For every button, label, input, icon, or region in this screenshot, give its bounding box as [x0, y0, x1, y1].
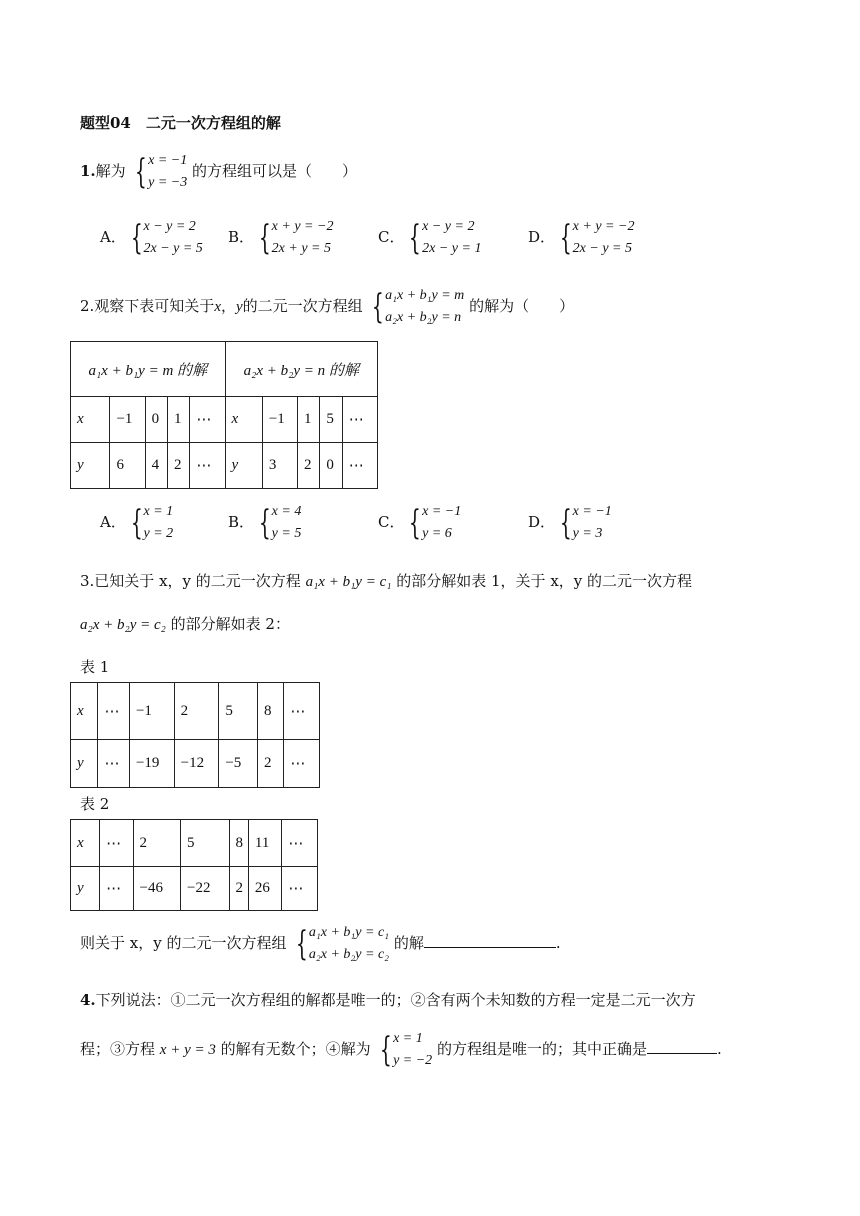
table-cell: 5: [320, 397, 342, 443]
table-cell: ⋯: [284, 683, 320, 740]
table-1: [70, 682, 320, 788]
equation-system: { x = −1 y = −3: [135, 152, 188, 192]
equation: x = 1: [393, 1031, 423, 1046]
question-2: [80, 285, 574, 329]
q2-option-c[interactable]: C． { x = −1 y = 6: [378, 503, 462, 543]
table-cell: x: [225, 397, 262, 443]
table-cell: 2: [174, 683, 219, 740]
question-text: 的方程组是唯一的；其中正确是: [436, 1040, 647, 1058]
table-cell: 8: [257, 683, 283, 740]
table-header: a₂x + b₂y = n 的解: [225, 342, 377, 397]
question-3-line-1: [80, 570, 692, 591]
table-cell: −19: [129, 740, 174, 788]
option-label: C．: [378, 228, 405, 246]
equation: x = −1: [148, 153, 188, 168]
q2-option-b[interactable]: B． { x = 4 y = 5: [228, 503, 302, 543]
table-cell: ⋯: [284, 740, 320, 788]
table-cell: ⋯: [100, 867, 133, 911]
question-number: 4.: [80, 991, 96, 1009]
table-cell: x: [71, 397, 110, 443]
table-cell: 2: [298, 443, 320, 489]
equation: 2x − y = 5: [143, 241, 203, 256]
equation: y = −3: [148, 175, 188, 190]
equation: y = 2: [143, 526, 174, 541]
equation: 2x − y = 1: [422, 241, 482, 256]
question-text: 的部分解如表 2：: [170, 615, 290, 633]
equation: y = 5: [271, 526, 302, 541]
table-cell: −5: [219, 740, 258, 788]
table-cell: 3: [262, 443, 297, 489]
table-cell: y: [225, 443, 262, 489]
equation: a₂x + b₂y = c₂: [308, 947, 390, 962]
equation: a₁x + b₁y = c₁: [308, 925, 390, 940]
equation: 2x − y = 5: [572, 241, 632, 256]
table-cell: 1: [298, 397, 320, 443]
question-text: 的解为（ ）: [469, 297, 575, 315]
table-cell: 2: [167, 443, 189, 489]
table-cell: 2: [133, 820, 180, 867]
table-cell: 26: [248, 867, 281, 911]
table-cell: −1: [262, 397, 297, 443]
equation: x − y = 2: [422, 219, 475, 234]
equation: x = 1: [143, 504, 174, 519]
section-title: 题型04 二元一次方程组的解: [80, 114, 281, 132]
table-cell: ⋯: [190, 443, 225, 489]
equation: x + y = 3: [159, 1042, 216, 1058]
question-text: 3.已知关于 x，y 的二元一次方程: [80, 572, 301, 590]
option-label: D．: [528, 513, 556, 531]
table-cell: −1: [110, 397, 145, 443]
q2-option-a[interactable]: A． { x = 1 y = 2: [100, 503, 174, 543]
table-1-label: 表 1: [80, 658, 110, 676]
answer-blank[interactable]: [424, 933, 556, 948]
option-label: A．: [100, 228, 126, 246]
question-text: 2.观察下表可知关于: [80, 297, 215, 315]
table-2-label: 表 2: [80, 795, 110, 813]
question-1: [80, 150, 357, 194]
q1-option-d[interactable]: D． { x + y = −2 2x − y = 5: [528, 218, 635, 258]
equation-system: { a₁x + b₁y = m a₂x + b₂y = n: [372, 287, 465, 327]
table-cell: −12: [174, 740, 219, 788]
option-label: D．: [528, 228, 556, 246]
option-label: B．: [228, 228, 255, 246]
punct: ，: [220, 297, 236, 315]
table-cell: 0: [145, 397, 167, 443]
table-cell: 1: [167, 397, 189, 443]
equation-system: { a₁x + b₁y = c₁ a₂x + b₂y = c₂: [296, 924, 390, 964]
question-text: 程；③方程: [80, 1040, 156, 1058]
option-label: A．: [100, 513, 126, 531]
question-text: 则关于 x，y 的二元一次方程组: [80, 934, 287, 952]
question-text: 解为: [95, 162, 126, 180]
answer-blank[interactable]: [647, 1039, 717, 1054]
equation: 2x + y = 5: [271, 241, 331, 256]
punct: .: [716, 1040, 722, 1058]
equation: a₁x + b₁y = m: [385, 288, 465, 303]
equation: a₁x + b₁y = c₁: [305, 574, 392, 590]
option-label: C．: [378, 513, 405, 531]
equation: x − y = 2: [143, 219, 196, 234]
equation: a₂x + b₂y = n: [385, 310, 462, 325]
table-cell: ⋯: [98, 683, 130, 740]
equation: x + y = −2: [572, 219, 635, 234]
table-cell: 4: [145, 443, 167, 489]
question-number: 1.: [80, 162, 96, 180]
variable: y: [236, 299, 243, 315]
table-cell: y: [71, 443, 110, 489]
q2-option-d[interactable]: D． { x = −1 y = 3: [528, 503, 612, 543]
table-cell: 2: [257, 740, 283, 788]
equation: y = −2: [393, 1053, 433, 1068]
option-label: B．: [228, 513, 255, 531]
table-cell: 5: [180, 820, 229, 867]
table-cell: ⋯: [342, 397, 377, 443]
table-cell: ⋯: [100, 820, 133, 867]
table-cell: ⋯: [282, 867, 318, 911]
table-cell: −46: [133, 867, 180, 911]
table-cell: 0: [320, 443, 342, 489]
equation: x + y = −2: [271, 219, 334, 234]
q2-solution-table: [70, 341, 378, 489]
table-cell: −22: [180, 867, 229, 911]
equation: x = −1: [572, 504, 612, 519]
table-cell: x: [71, 683, 98, 740]
table-cell: y: [71, 740, 98, 788]
table-cell: 8: [229, 820, 248, 867]
question-4-line-1: [80, 989, 696, 1010]
question-text: 的解: [393, 934, 424, 952]
equation: x = 4: [271, 504, 302, 519]
q1-option-a[interactable]: A． { x − y = 2 2x − y = 5: [100, 218, 203, 258]
table-cell: 6: [110, 443, 145, 489]
table-cell: ⋯: [190, 397, 225, 443]
question-3-line-2: [80, 613, 290, 634]
question-text: 的方程组可以是（ ）: [192, 162, 358, 180]
table-header: a₁x + b₁y = m 的解: [71, 342, 226, 397]
equation: y = 3: [572, 526, 603, 541]
q1-option-c[interactable]: C． { x − y = 2 2x − y = 1: [378, 218, 482, 258]
question-4-line-2: [80, 1028, 722, 1072]
table-cell: 2: [229, 867, 248, 911]
question-text: 的解有无数个；④解为: [220, 1040, 371, 1058]
equation: a₂x + b₂y = c₂: [80, 617, 166, 633]
table-cell: ⋯: [98, 740, 130, 788]
punct: .: [555, 934, 561, 952]
question-text: 的部分解如表 1，关于 x，y 的二元一次方程: [396, 572, 693, 590]
table-cell: x: [71, 820, 100, 867]
equation: x = −1: [422, 504, 462, 519]
table-cell: ⋯: [282, 820, 318, 867]
q1-option-b[interactable]: B． { x + y = −2 2x + y = 5: [228, 218, 334, 258]
question-text: 下列说法：①二元一次方程组的解都是唯一的；②含有两个未知数的方程一定是二元一次方: [95, 991, 696, 1009]
equation: y = 6: [422, 526, 452, 541]
table-2: [70, 819, 318, 911]
table-cell: 11: [248, 820, 281, 867]
question-text: 的二元一次方程组: [242, 297, 363, 315]
table-cell: y: [71, 867, 100, 911]
variable: x: [214, 299, 221, 315]
question-3-final: [80, 922, 561, 966]
table-cell: 5: [219, 683, 258, 740]
table-cell: ⋯: [342, 443, 377, 489]
equation-system: { x = 1 y = −2: [380, 1030, 433, 1070]
table-cell: −1: [129, 683, 174, 740]
